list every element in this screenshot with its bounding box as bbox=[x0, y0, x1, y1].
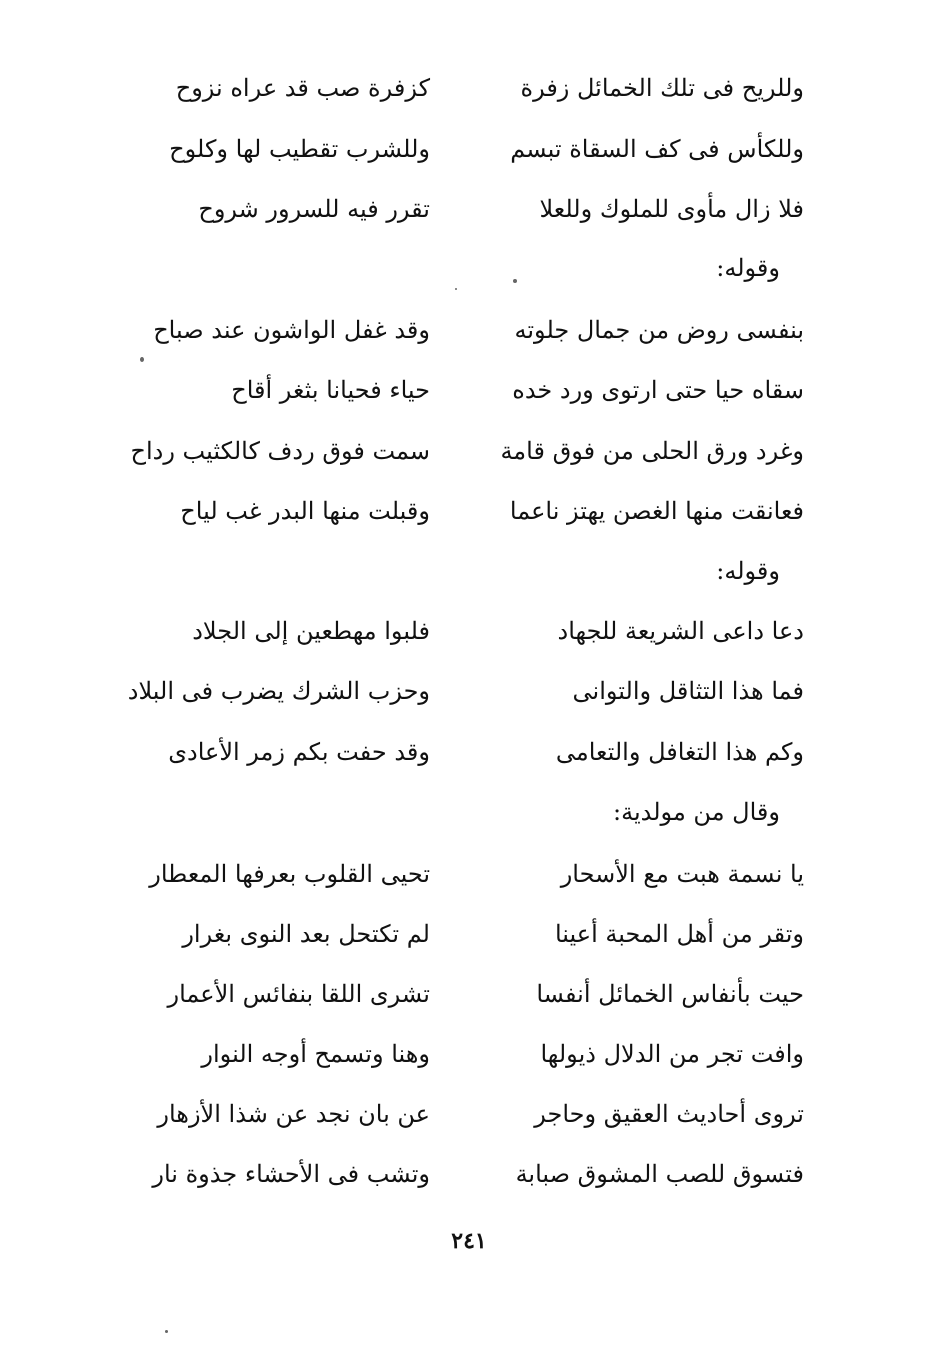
verse-second-hemistich: لم تكتحل بعد النوى بغرار bbox=[182, 920, 430, 948]
verse-second-hemistich: تشرى اللقا بنفائس الأعمار bbox=[167, 980, 430, 1008]
verse-first-hemistich: بنفسى روض من جمال جلوته bbox=[514, 316, 804, 344]
verse-first-hemistich: فلا زال مأوى للملوك وللعلا bbox=[539, 195, 804, 223]
verse-line bbox=[0, 1084, 938, 1144]
verse-second-hemistich: سمت فوق ردف كالكثيب رداح bbox=[130, 437, 430, 465]
verse-second-hemistich: وهنا وتسمح أوجه النوار bbox=[201, 1040, 430, 1068]
verse-second-hemistich: وقبلت منها البدر غب لياح bbox=[180, 497, 430, 525]
verse-line bbox=[0, 300, 938, 360]
verse-first-hemistich: وغرد ورق الحلى من فوق قامة bbox=[500, 437, 804, 465]
verse-second-hemistich: وقد غفل الواشون عند صباح bbox=[153, 316, 430, 344]
verse-first-hemistich: يا نسمة هبت مع الأسحار bbox=[560, 860, 804, 888]
verse-first-hemistich: وتقر من أهل المحبة أعينا bbox=[554, 920, 804, 948]
verse-line bbox=[0, 844, 938, 904]
verse-line bbox=[0, 722, 938, 782]
verse-line bbox=[0, 964, 938, 1024]
verse-second-hemistich: فلبوا مهطعين إلى الجلاد bbox=[192, 617, 430, 645]
verse-first-hemistich: حيت بأنفاس الخمائل أنفسا bbox=[536, 980, 804, 1008]
verse-first-hemistich: دعا داعى الشريعة للجهاد bbox=[557, 617, 804, 645]
section-intro: وقال من مولدية: bbox=[613, 798, 780, 826]
verse-line bbox=[0, 179, 938, 239]
verse-second-hemistich: وقد حفت بكم زمر الأعادى bbox=[168, 738, 430, 766]
verse-first-hemistich: وكم هذا التغافل والتعامى bbox=[555, 738, 804, 766]
verse-second-hemistich: تحيى القلوب بعرفها المعطار bbox=[149, 860, 430, 888]
verse-second-hemistich: وللشرب تقطيب لها وكلوح bbox=[169, 135, 430, 163]
verse-line bbox=[0, 360, 938, 420]
verse-line bbox=[0, 481, 938, 541]
verse-line bbox=[0, 1144, 938, 1204]
verse-line bbox=[0, 421, 938, 481]
verse-second-hemistich: عن بان نجد عن شذا الأزهار bbox=[157, 1100, 430, 1128]
verse-first-hemistich: فتسوق للصب المشوق صبابة bbox=[515, 1160, 804, 1188]
verse-second-hemistich: وحزب الشرك يضرب فى البلاد bbox=[127, 677, 430, 705]
verse-first-hemistich: تروى أحاديث العقيق وحاجر bbox=[534, 1100, 804, 1128]
verse-second-hemistich: وتشب فى الأحشاء جذوة نار bbox=[152, 1160, 430, 1188]
verse-line bbox=[0, 1024, 938, 1084]
verse-line bbox=[0, 904, 938, 964]
section-intro: وقوله: bbox=[716, 557, 780, 585]
section-intro: وقوله: bbox=[716, 254, 780, 282]
verse-line bbox=[0, 661, 938, 721]
verse-first-hemistich: وافت تجر من الدلال ذيولها bbox=[540, 1040, 804, 1068]
verse-second-hemistich: تقرر فيه للسرور شروح bbox=[198, 195, 430, 223]
verse-line bbox=[0, 58, 938, 118]
verse-first-hemistich: وللكأس فى كف السقاة تبسم bbox=[510, 135, 804, 163]
page-number: ٢٤١ bbox=[451, 1228, 487, 1254]
verse-first-hemistich: فما هذا التثاقل والتوانى bbox=[572, 677, 804, 705]
scan-speck bbox=[165, 1330, 168, 1333]
verse-first-hemistich: وللريح فى تلك الخمائل زفرة bbox=[520, 74, 804, 102]
verse-line bbox=[0, 601, 938, 661]
scan-speck bbox=[455, 288, 457, 290]
verse-first-hemistich: فعانقت منها الغصن يهتز ناعما bbox=[509, 497, 804, 525]
verse-first-hemistich: سقاه حيا حتى ارتوى ورد خده bbox=[512, 376, 804, 404]
scan-speck bbox=[513, 279, 517, 283]
verse-second-hemistich: حياء فحيانا بثغر أقاح bbox=[231, 376, 430, 404]
scan-speck bbox=[140, 357, 144, 362]
verse-second-hemistich: كزفرة صب قد عراه نزوح bbox=[175, 74, 430, 102]
verse-line bbox=[0, 119, 938, 179]
